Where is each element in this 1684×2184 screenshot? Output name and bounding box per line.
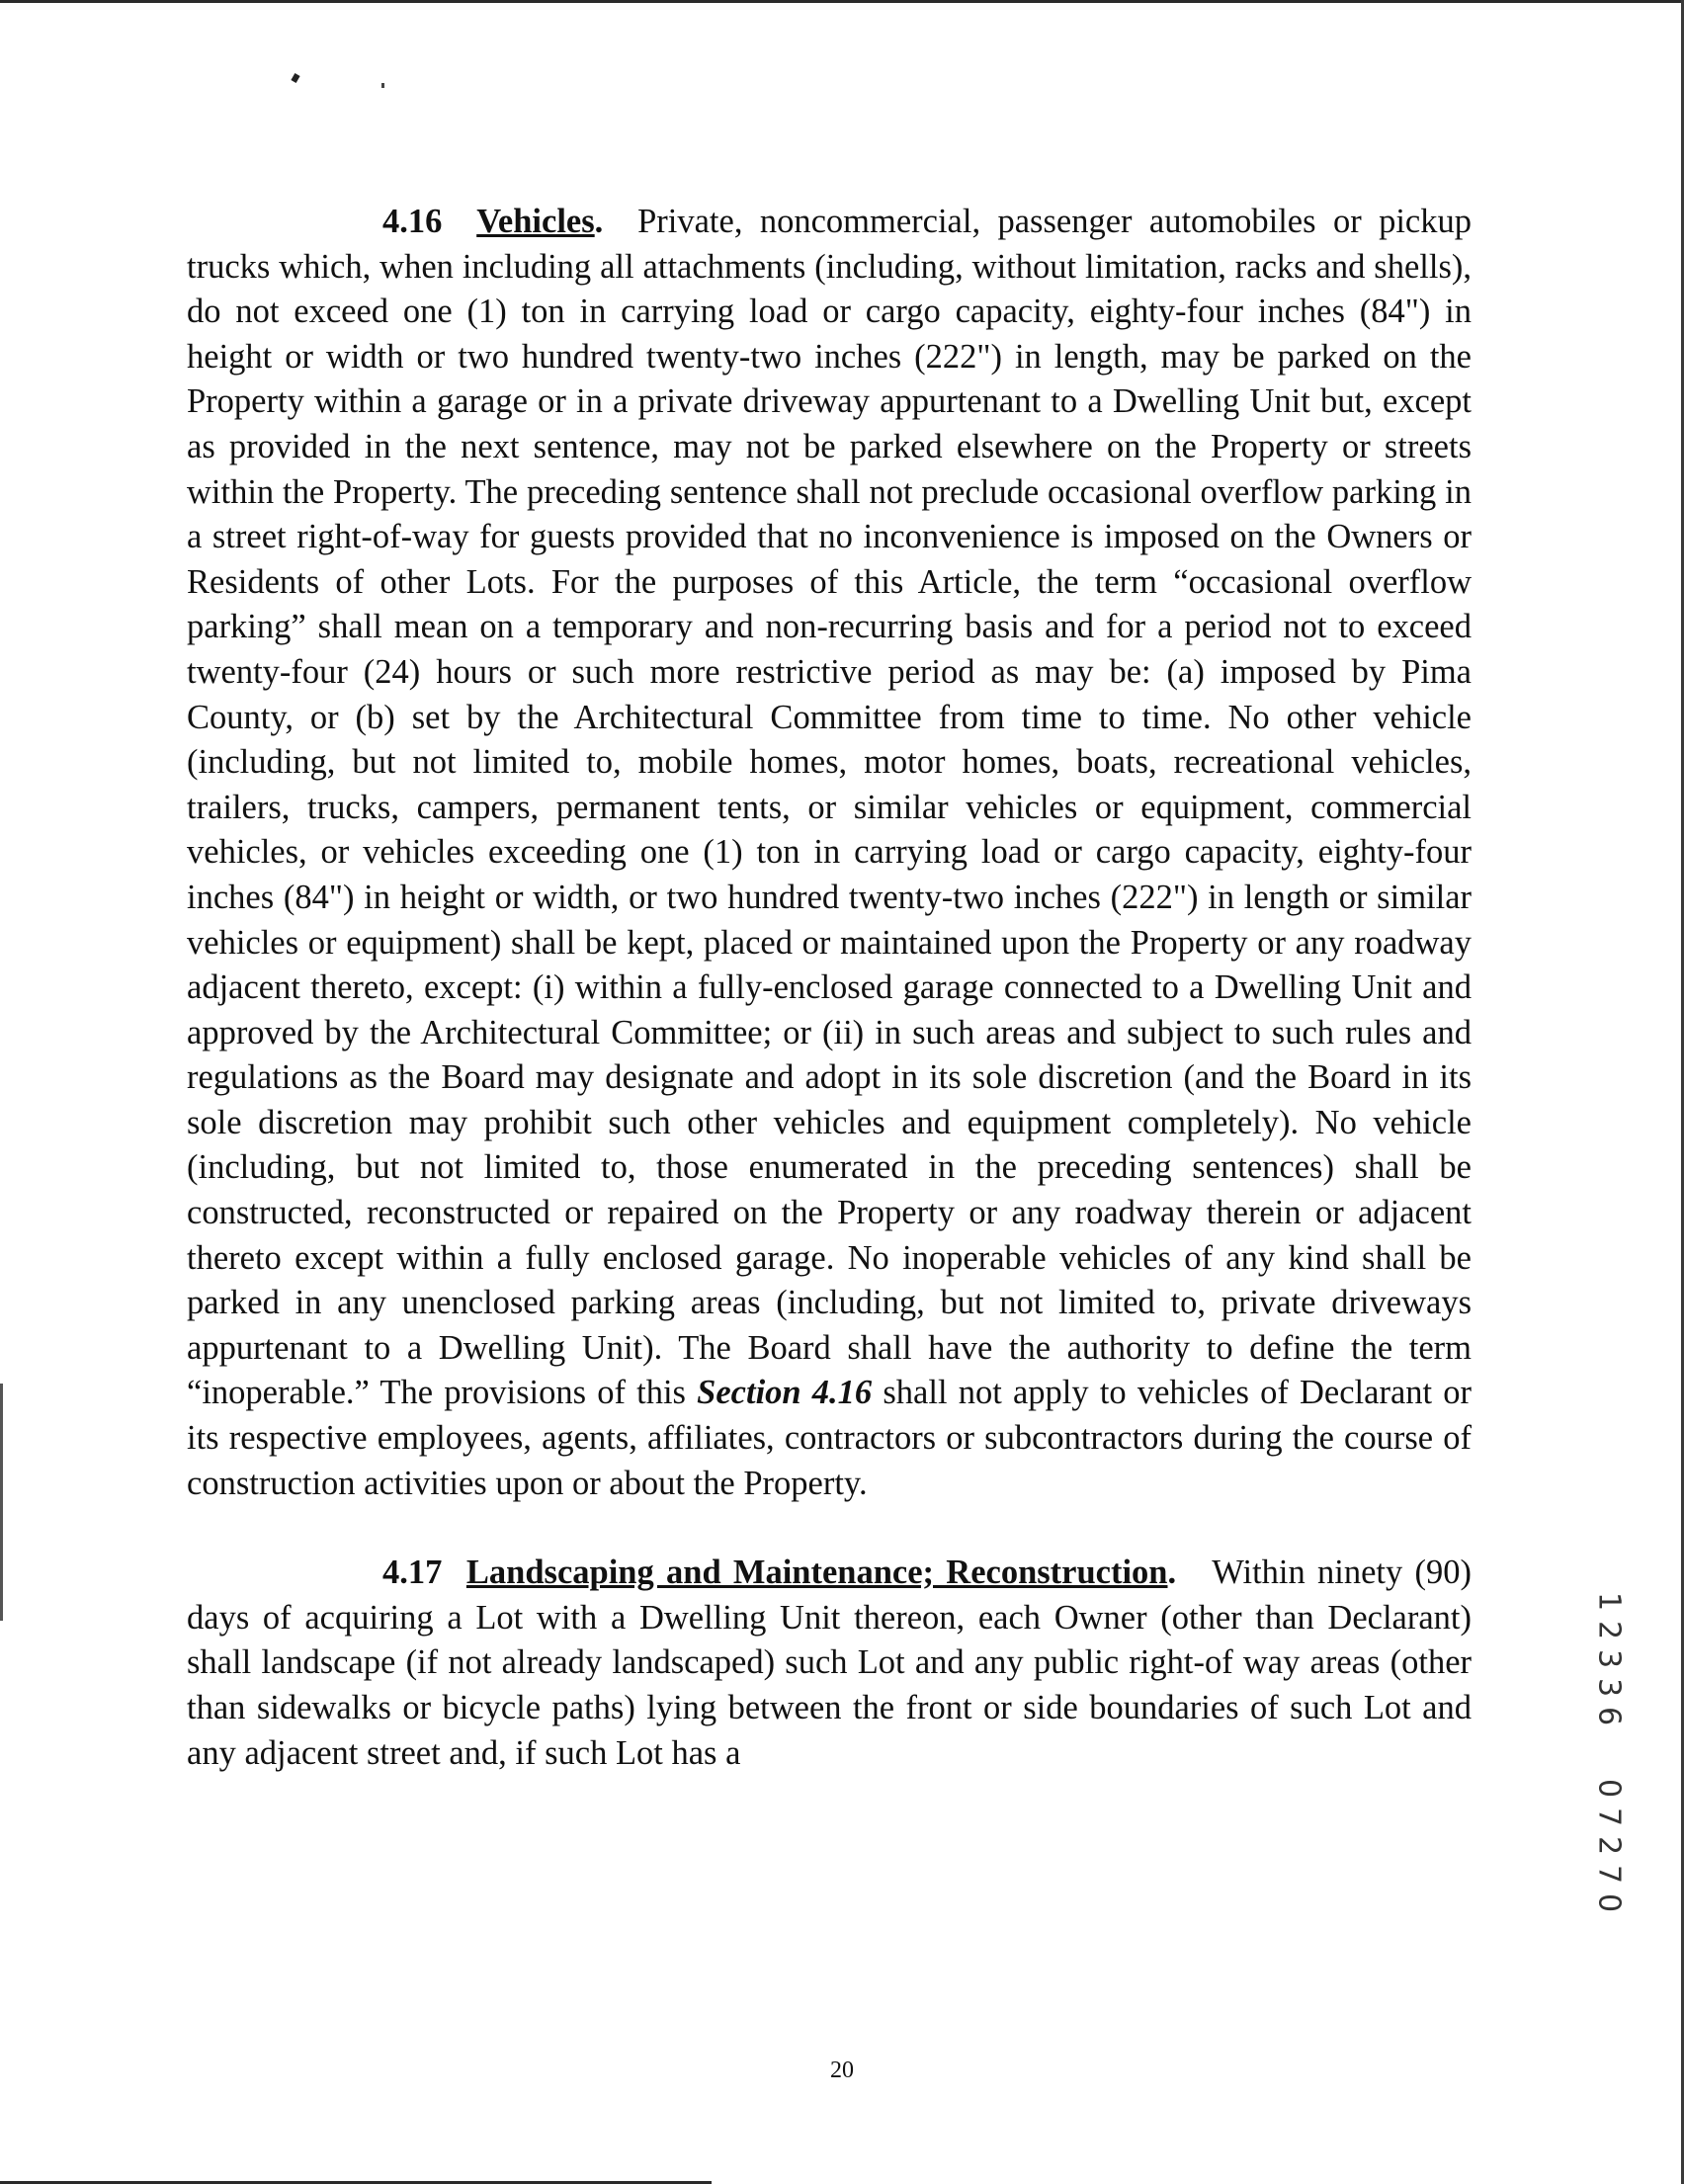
section-title-period: . xyxy=(594,203,604,240)
stamp-digit: 3 xyxy=(1591,1677,1627,1698)
stamp-digit: 6 xyxy=(1591,1706,1627,1726)
section-4-16-paragraph xyxy=(187,200,1472,1506)
section-body-text: Private, noncommercial, passenger automobiles or pickup trucks which, when including all attachments (including, without limitation, racks and shells), do not exceed one (1) ton in carrying load or cargo capacity, eighty-four inches (84") in height or width or two hundred twenty-two inches (222") in length, may be parked on the Property within a garage or in a private driveway appurtenant to a Dwelling Unit but, except as provided in the next sentence, may not be parked elsewhere on the Property or streets within the Property. The preceding sentence shall not preclude occasional overflow parking in a street right-of-way for guests provided that no inconvenience is imposed on the Owners or Residents of other Lots. For the purposes of this Article, the term “occasional overflow parking” shall mean on a temporary and non-recurring basis and for a period not to exceed twenty-four (24) hours or such more restrictive period as may be: (a) imposed by Pima County, or (b) set by the Architectural Committee from time to time. No other vehicle (including, but not limited to, mobile homes, motor homes, boats, recreational vehicles, trailers, trucks, campers, permanent tents, or similar vehicles or equipment, commercial vehicles, or vehicles exceeding one (1) ton in carrying load or cargo capacity, eighty-four inches (84") in height or width, or two hundred twenty-two inches (222") in length or similar vehicles or equipment) shall be kept, placed or maintained upon the Property or any roadway adjacent thereto, except: (i) within a fully-enclosed garage connected to a Dwelling Unit and approved by the Architectural Committee; or (ii) in such areas and subject to such rules and regulations as the Board may designate and adopt in its sole discretion (and the Board in its sole discretion may prohibit such other vehicles and equipment completely). No vehicle (including, but not limited to, those enumerated in the preceding sentences) shall be constructed, reconstructed or repaired on the Property or any roadway therein or adjacent thereto except within a fully enclosed garage. No inoperable vehicles of any kind shall be parked in any unenclosed parking areas (including, but not limited to, private driveways appurtenant to a Dwelling Unit). The Board shall have the authority to define the term “inoperable.” The provisions of this xyxy=(187,203,1472,1412)
stamp-digit: 0 xyxy=(1591,1778,1627,1799)
section-body-text-continued: shall not apply to vehicles of Declarant or its respective employees, agents, affiliates, contractors or subcontractors during the course of construction activities upon or about the Property. xyxy=(187,1374,1473,1502)
section-body-text: Within ninety (90) days of acquiring a Lot with a Dwelling Unit thereon, each Owner (other than Declarant) shall landscape (if not already landscaped) such Lot and any public right-of way areas (other than sidewalks or bicycle paths) lying between the front or side boundaries of such Lot and any adjacent street and, if such Lot has a xyxy=(187,1554,1472,1772)
stamp-digit: 2 xyxy=(1591,1835,1627,1856)
stamp-digit: 0 xyxy=(1591,1892,1627,1913)
stamp-gap xyxy=(1591,1730,1627,1774)
section-4-17-paragraph xyxy=(187,1551,1472,1776)
stamp-digit: 3 xyxy=(1591,1648,1627,1669)
scan-border-top xyxy=(0,0,1684,3)
stamp-digit: 1 xyxy=(1591,1591,1627,1612)
scan-speck xyxy=(291,73,299,83)
page-number: 20 xyxy=(830,2058,854,2083)
document-body xyxy=(187,200,1472,1776)
stamp-digit: 7 xyxy=(1591,1864,1627,1885)
section-title: Vehicles xyxy=(476,203,595,240)
section-number: 4.16 xyxy=(382,203,443,240)
section-title-period: . xyxy=(1167,1554,1177,1592)
stamp-digit: 7 xyxy=(1591,1806,1627,1827)
section-title: Landscaping and Maintenance; Reconstruction xyxy=(465,1554,1168,1592)
margin-recording-stamp xyxy=(1591,1587,1627,1917)
scan-border-left-fragment xyxy=(0,1384,3,1621)
section-cross-reference: Section 4.16 xyxy=(697,1374,873,1412)
section-number: 4.17 xyxy=(382,1554,443,1592)
scan-speck xyxy=(381,83,384,88)
stamp-digit: 2 xyxy=(1591,1620,1627,1640)
